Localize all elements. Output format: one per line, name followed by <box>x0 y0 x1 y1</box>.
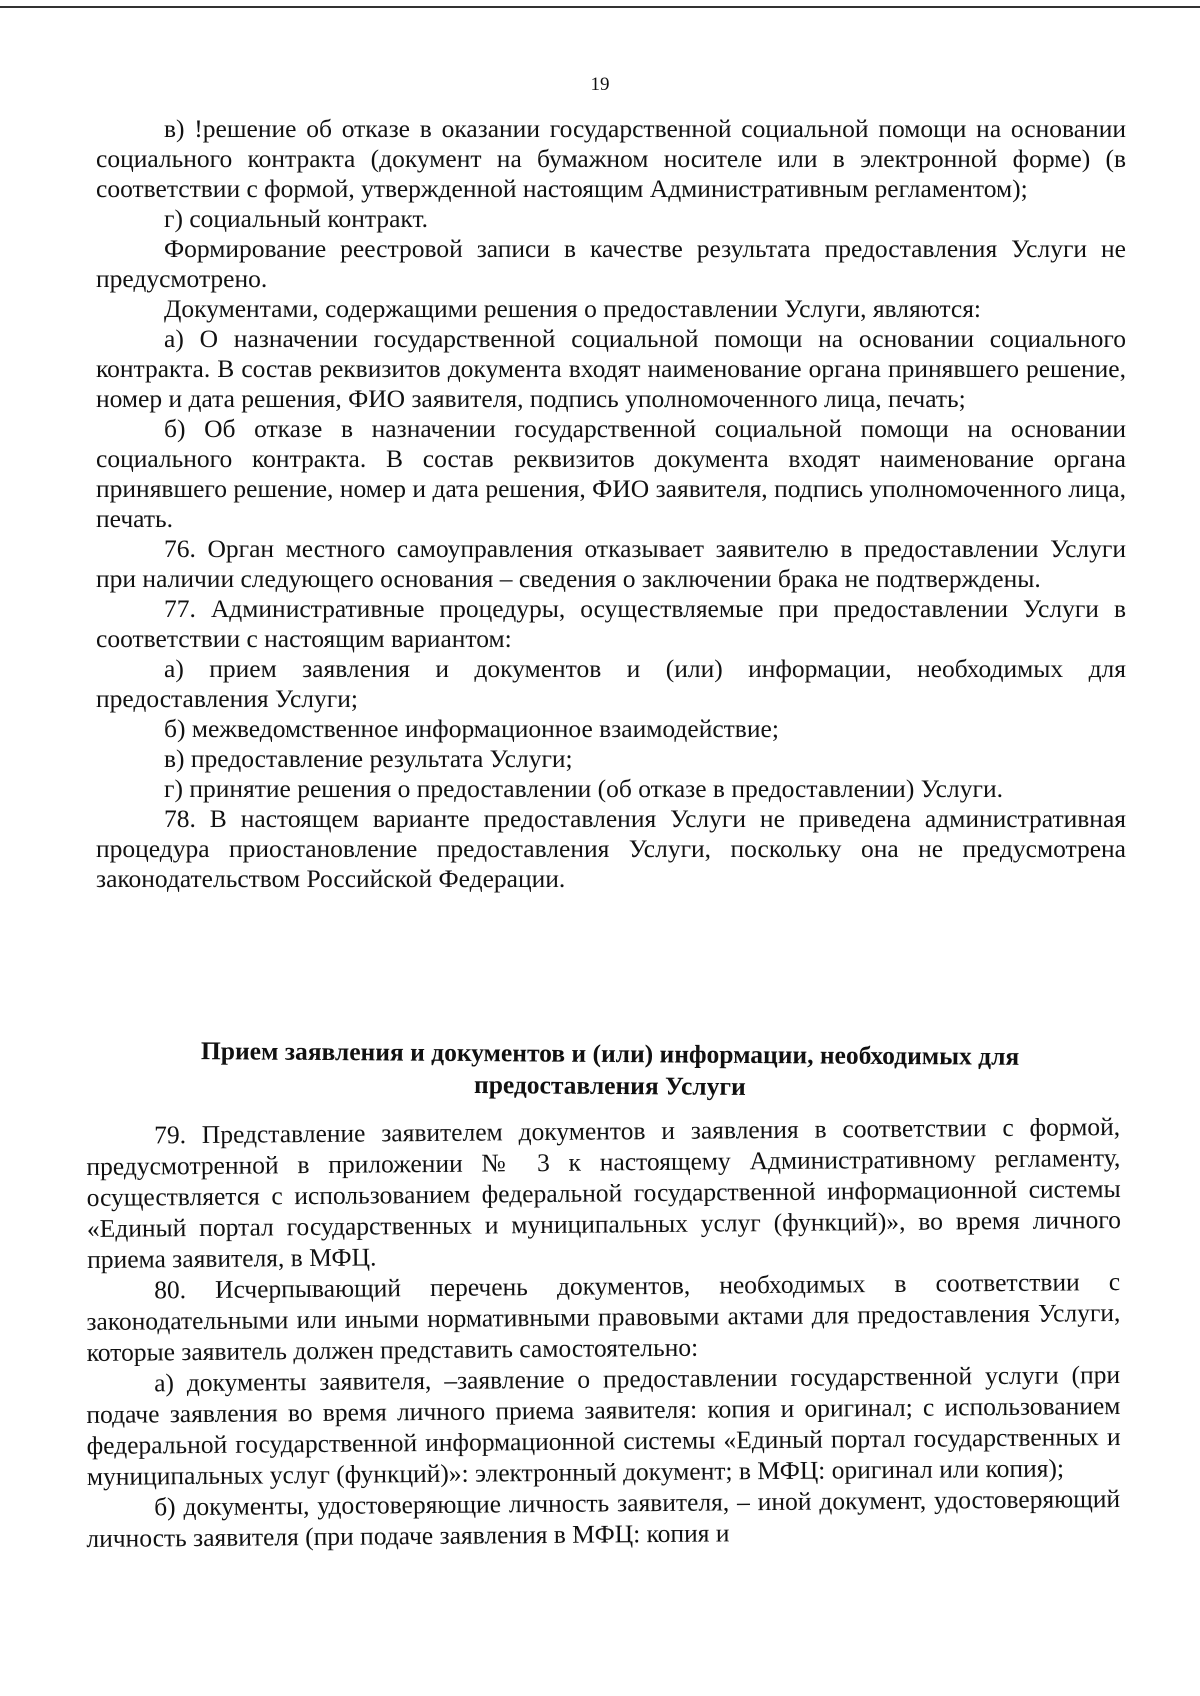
paragraph-item-78: 78. В настоящем варианте предоставления Услуги не приведена административная процедура приостановление предоставления Услуги, поскольку она не предусмотрена законодательством Российской Федерации. <box>96 804 1126 893</box>
paragraph-decision-refusal: в) !решение об отказе в оказании государственной социальной помощи на основании социального контракта (документ на бумажном носителе или в электронной форме) (в соответствии с формой, утвержденной настоящим Административным регламентом); <box>96 114 1126 203</box>
section-results-and-procedures <box>96 114 1126 894</box>
section-heading-line-1: Прием заявления и документов и (или) информации, необходимых для <box>200 1036 1020 1071</box>
section-heading <box>130 1035 1090 1106</box>
paragraph-item-79: 79. Представление заявителем документов и заявления в соответствии с формой, предусмотренной в приложении № 3 к настоящему Административному регламенту, осуществляется с использованием федеральной государственной информационной системы «Единый портал государственных и муниципальных услуг (функций)», во время личного приема заявителя, в МФЦ. <box>86 1111 1122 1274</box>
paragraph-item-77-b: б) межведомственное информационное взаимодействие; <box>164 714 779 743</box>
paragraph-registry-record: Формирование реестровой записи в качестве результата предоставления Услуги не предусмотрено. <box>96 234 1126 293</box>
section-heading-line-2: предоставления Услуги <box>473 1070 746 1101</box>
paragraph-item-77-g: г) принятие решения о предоставлении (об отказе в предоставлении) Услуги. <box>164 774 1003 803</box>
paragraph-decision-documents: Документами, содержащими решения о предоставлении Услуги, являются: <box>164 294 982 323</box>
paragraph-item-77: 77. Административные процедуры, осуществляемые при предоставлении Услуги в соответствии с настоящим вариантом: <box>96 594 1126 653</box>
paragraph-social-contract: г) социальный контракт. <box>164 204 429 233</box>
page-number: 19 <box>590 74 610 95</box>
paragraph-item-80: 80. Исчерпывающий перечень документов, необходимых в соответствии с законодательными или иными нормативными правовыми актами для предоставления Услуги, которые заявитель должен представить самостоятельно: <box>86 1266 1121 1367</box>
paragraph-item-76: 76. Орган местного самоуправления отказывает заявителю в предоставлении Услуги при наличии следующего основания – сведения о заключении брака не подтверждены. <box>96 534 1126 593</box>
paragraph-assignment-document: а) О назначении государственной социальной помощи на основании социального контракта. В состав реквизитов документа входят наименование органа принявшего решение, номер и дата решения, ФИО заявителя, подпись уполномоченного лица, печать; <box>96 324 1126 413</box>
paragraph-item-77-v: в) предоставление результата Услуги; <box>164 744 573 773</box>
top-border-line <box>0 6 1200 8</box>
paragraph-item-77-a: а) прием заявления и документов и (или) информации, необходимых для предоставления Услуги; <box>96 654 1126 713</box>
section-application-intake <box>86 1111 1122 1554</box>
paragraph-item-80-a: а) документы заявителя, –заявление о предоставлении государственной услуги (при подаче заявления во время личного приема заявителя: копия и оригинал; с использованием федеральной государственной информационной системы «Единый портал государственных и муниципальных услуг (функций)»: электронный документ; в МФЦ: оригинал или копия); <box>86 1359 1121 1491</box>
paragraph-item-80-b: б) документы, удостоверяющие личность заявителя, – иной документ, удостоверяющий личность заявителя (при подаче заявления в МФЦ: копия и <box>86 1483 1121 1553</box>
paragraph-refusal-document: б) Об отказе в назначении государственной социальной помощи на основании социального контракта. В состав реквизитов документа входят наименование органа принявшего решение, номер и дата решения, ФИО заявителя, подпись уполномоченного лица, печать. <box>96 414 1126 533</box>
